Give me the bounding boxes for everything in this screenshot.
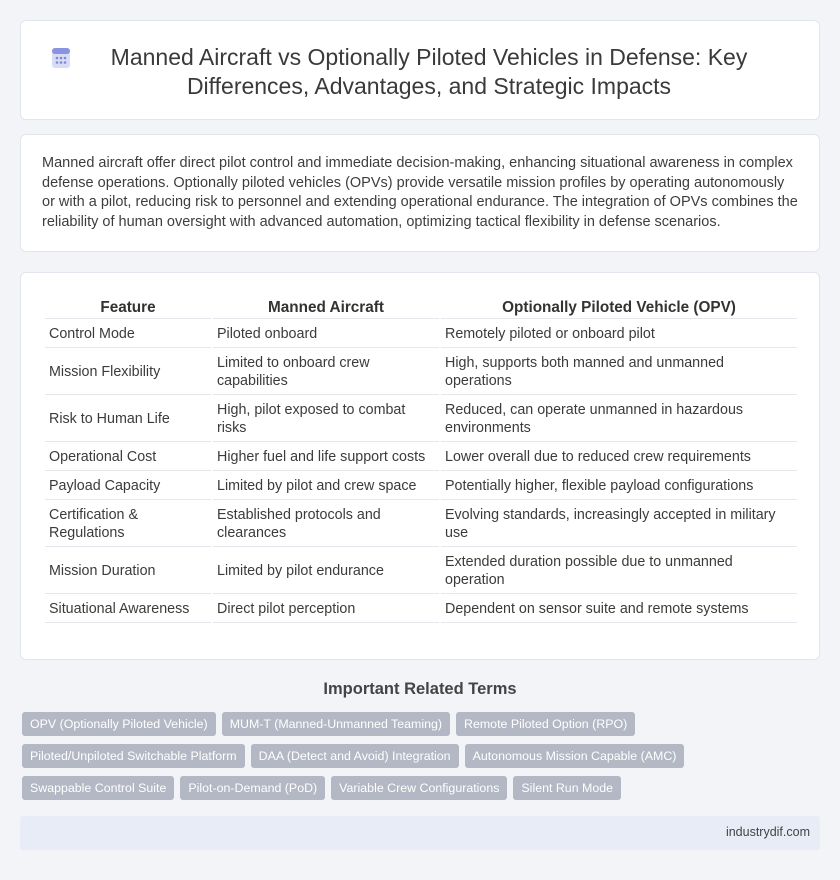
intro-card [20, 134, 820, 252]
feature-cell: Certification & Regulations [45, 502, 211, 547]
table-row [45, 473, 797, 500]
table-row [45, 397, 797, 442]
table-row [45, 350, 797, 395]
manned-cell: Limited by pilot and crew space [213, 473, 439, 500]
feature-cell: Situational Awareness [45, 596, 211, 623]
table-row [45, 321, 797, 348]
related-term-tag[interactable]: Variable Crew Configurations [331, 776, 507, 800]
comparison-table [43, 295, 799, 625]
table-row [45, 444, 797, 471]
manned-cell: Direct pilot perception [213, 596, 439, 623]
related-term-tag[interactable]: Swappable Control Suite [22, 776, 174, 800]
opv-cell: High, supports both manned and unmanned operations [441, 350, 797, 395]
opv-cell: Reduced, can operate unmanned in hazardous environments [441, 397, 797, 442]
opv-cell: Extended duration possible due to unmanned operation [441, 549, 797, 594]
header-feature: Feature [45, 297, 211, 319]
intro-paragraph: Manned aircraft offer direct pilot control and immediate decision-making, enhancing situational awareness in complex defense operations. Optionally piloted vehicles (OPVs) provide versatile mission profiles by operating autonomously or with a pilot, reducing risk to personnel and extending operational endurance. The integration of OPVs combines the reliability of human oversight with advanced automation, optimizing tactical flexibility in defense scenarios. [42, 155, 798, 230]
comparison-table-card [20, 272, 820, 660]
feature-cell: Payload Capacity [45, 473, 211, 500]
footer-site[interactable]: industrydif.com [725, 825, 810, 839]
related-term-tag[interactable]: Piloted/Unpiloted Switchable Platform [22, 744, 245, 768]
table-row [45, 502, 797, 547]
opv-cell: Remotely piloted or onboard pilot [441, 321, 797, 348]
feature-cell: Operational Cost [45, 444, 211, 471]
manned-cell: Higher fuel and life support costs [213, 444, 439, 471]
feature-cell: Mission Duration [45, 549, 211, 594]
manned-cell: Limited by pilot endurance [213, 549, 439, 594]
related-terms-title: Important Related Terms [323, 680, 517, 698]
related-term-tag[interactable]: MUM-T (Manned-Unmanned Teaming) [222, 712, 450, 736]
related-term-tag[interactable]: Pilot-on-Demand (PoD) [180, 776, 325, 800]
feature-cell: Risk to Human Life [45, 397, 211, 442]
footer [20, 816, 820, 850]
related-term-tag[interactable]: Remote Piloted Option (RPO) [456, 712, 635, 736]
manned-cell: Limited to onboard crew capabilities [213, 350, 439, 395]
header-manned-aircraft: Manned Aircraft [213, 297, 439, 319]
related-term-tag[interactable]: Silent Run Mode [513, 776, 621, 800]
related-term-tag[interactable]: OPV (Optionally Piloted Vehicle) [22, 712, 216, 736]
feature-cell: Mission Flexibility [45, 350, 211, 395]
table-row [45, 596, 797, 623]
related-term-tag[interactable]: Autonomous Mission Capable (AMC) [465, 744, 685, 768]
manned-cell: High, pilot exposed to combat risks [213, 397, 439, 442]
opv-cell: Potentially higher, flexible payload configurations [441, 473, 797, 500]
related-term-tag[interactable]: DAA (Detect and Avoid) Integration [251, 744, 459, 768]
page-title: Manned Aircraft vs Optionally Piloted Vehicles in Defense: Key Differences, Advantages, and Strategic Impacts [110, 44, 748, 99]
feature-cell: Control Mode [45, 321, 211, 348]
opv-cell: Dependent on sensor suite and remote systems [441, 596, 797, 623]
opv-cell: Lower overall due to reduced crew requirements [441, 444, 797, 471]
manned-cell: Established protocols and clearances [213, 502, 439, 547]
table-row [45, 549, 797, 594]
opv-cell: Evolving standards, increasingly accepted in military use [441, 502, 797, 547]
title-card [20, 20, 820, 120]
manned-cell: Piloted onboard [213, 321, 439, 348]
table-header-row [45, 297, 797, 319]
header-opv: Optionally Piloted Vehicle (OPV) [441, 297, 797, 319]
related-terms-list [22, 712, 822, 808]
